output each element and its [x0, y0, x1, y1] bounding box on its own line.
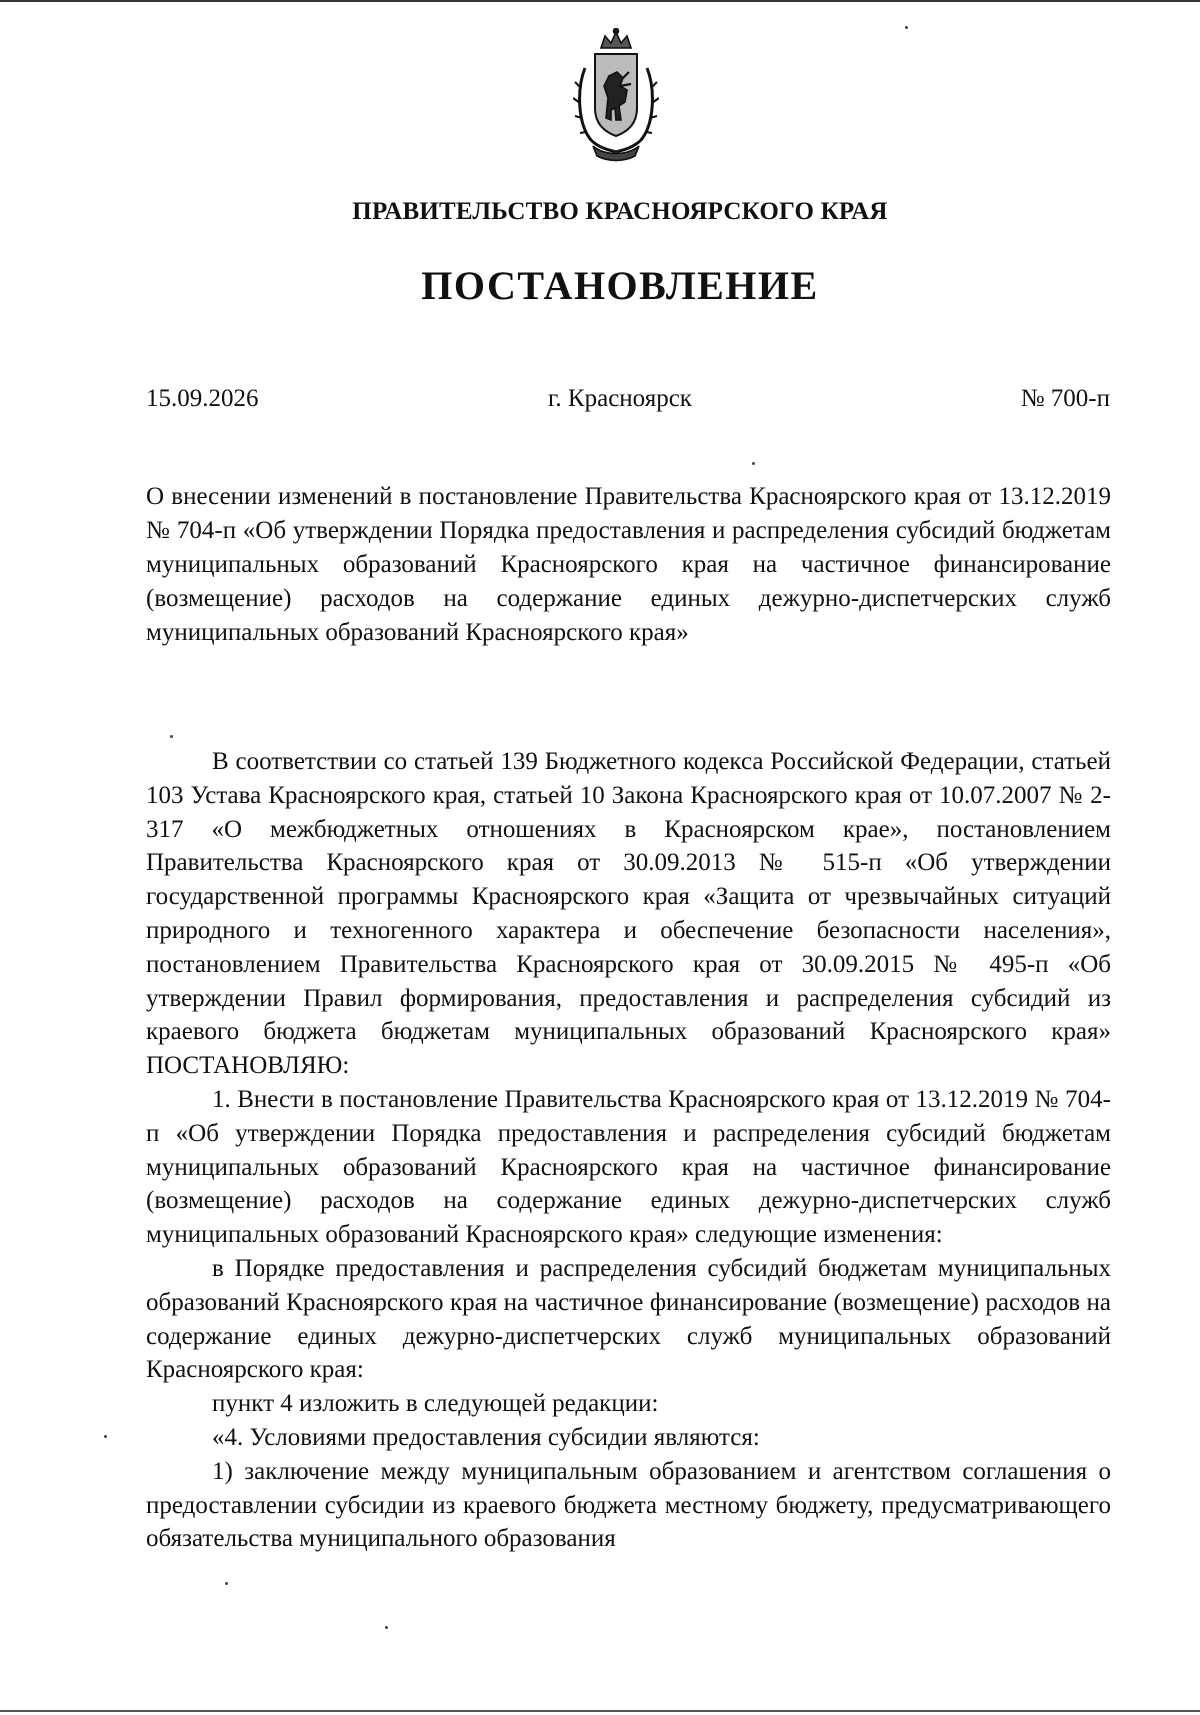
document-subject: О внесении изменений в постановление Правительства Красноярского края от 13.12.2019 № 704-п «Об утверждении Порядка предоставления и распределения субсидий бюджетам муниципальных образований Красноярского края на частичное финансирование (возмещение) расходов на содержание единых дежурно-диспетчерских служб муниципальных образований Красноярского края»	[146, 483, 1111, 646]
scan-bottom-edge	[0, 1710, 1200, 1712]
scan-speck	[225, 1582, 228, 1585]
organization-name: ПРАВИТЕЛЬСТВО КРАСНОЯРСКОГО КРАЯ	[352, 198, 888, 225]
body-paragraph-clause-4: «4. Условиями предоставления субсидии являются:	[212, 1423, 760, 1451]
body-paragraph-item-1: 1. Внести в постановление Правительства Красноярского края от 13.12.2019 № 704-п «Об утверждении Порядка предоставления и распределения субсидий бюджетам муниципальных образований Красноярского края на частичное финансирование (возмещение) расходов на содержание единых дежурно-диспетчерских служб муниципальных образований Красноярского края» следующие изменения:	[146, 1085, 1111, 1249]
body-paragraph-order: в Порядке предоставления и распределения субсидий бюджетам муниципальных образований Красноярского края на частичное финансирование (возмещение) расходов на содержание единых дежурно-диспетчерских служб муниципальных образований Красноярского края:	[146, 1254, 1111, 1384]
scan-top-edge	[0, 0, 1200, 2]
scan-speck	[170, 735, 173, 738]
scan-speck	[752, 462, 755, 465]
document-city: г. Красноярск	[548, 385, 692, 412]
body-paragraph-preamble: В соответствии со статьей 139 Бюджетного кодекса Российской Федерации, статьей 103 Устава Красноярского края, статьей 10 Закона Красноярского края от 10.07.2007 № 2-317 «О межбюджетных отношениях в Красноярском крае», постановлением Правительства Красноярского края от 30.09.2013 № 515-п «Об утверждении государственной программы Красноярского края «Защита от чрезвычайных ситуаций природного и техногенного характера и обеспечение безопасности населения», постановлением Правительства Красноярского края от 30.09.2015 № 495-п «Об утверждении Правил формирования, предоставления и распределения субсидий из краевого бюджета бюджетам муниципальных образований Красноярского края» ПОСТАНОВЛЯЮ:	[146, 748, 1111, 1080]
body-paragraph-clause-4-intro: пункт 4 изложить в следующей редакции:	[212, 1390, 659, 1418]
scan-speck	[385, 1626, 388, 1629]
document-number: № 700-п	[1020, 385, 1110, 412]
document-body	[146, 745, 1111, 1556]
document-date: 15.09.2026	[146, 385, 259, 412]
scan-speck	[104, 1435, 107, 1438]
scan-speck	[905, 26, 908, 29]
document-type-title: ПОСТАНОВЛЕНИЕ	[421, 263, 819, 308]
coat-of-arms-emblem	[573, 28, 659, 162]
body-paragraph-condition-1: 1) заключение между муниципальным образованием и агентством соглашения о предоставлении субсидии из краевого бюджета местному бюджету, предусматривающего обязательства муниципального образования	[146, 1457, 1111, 1553]
